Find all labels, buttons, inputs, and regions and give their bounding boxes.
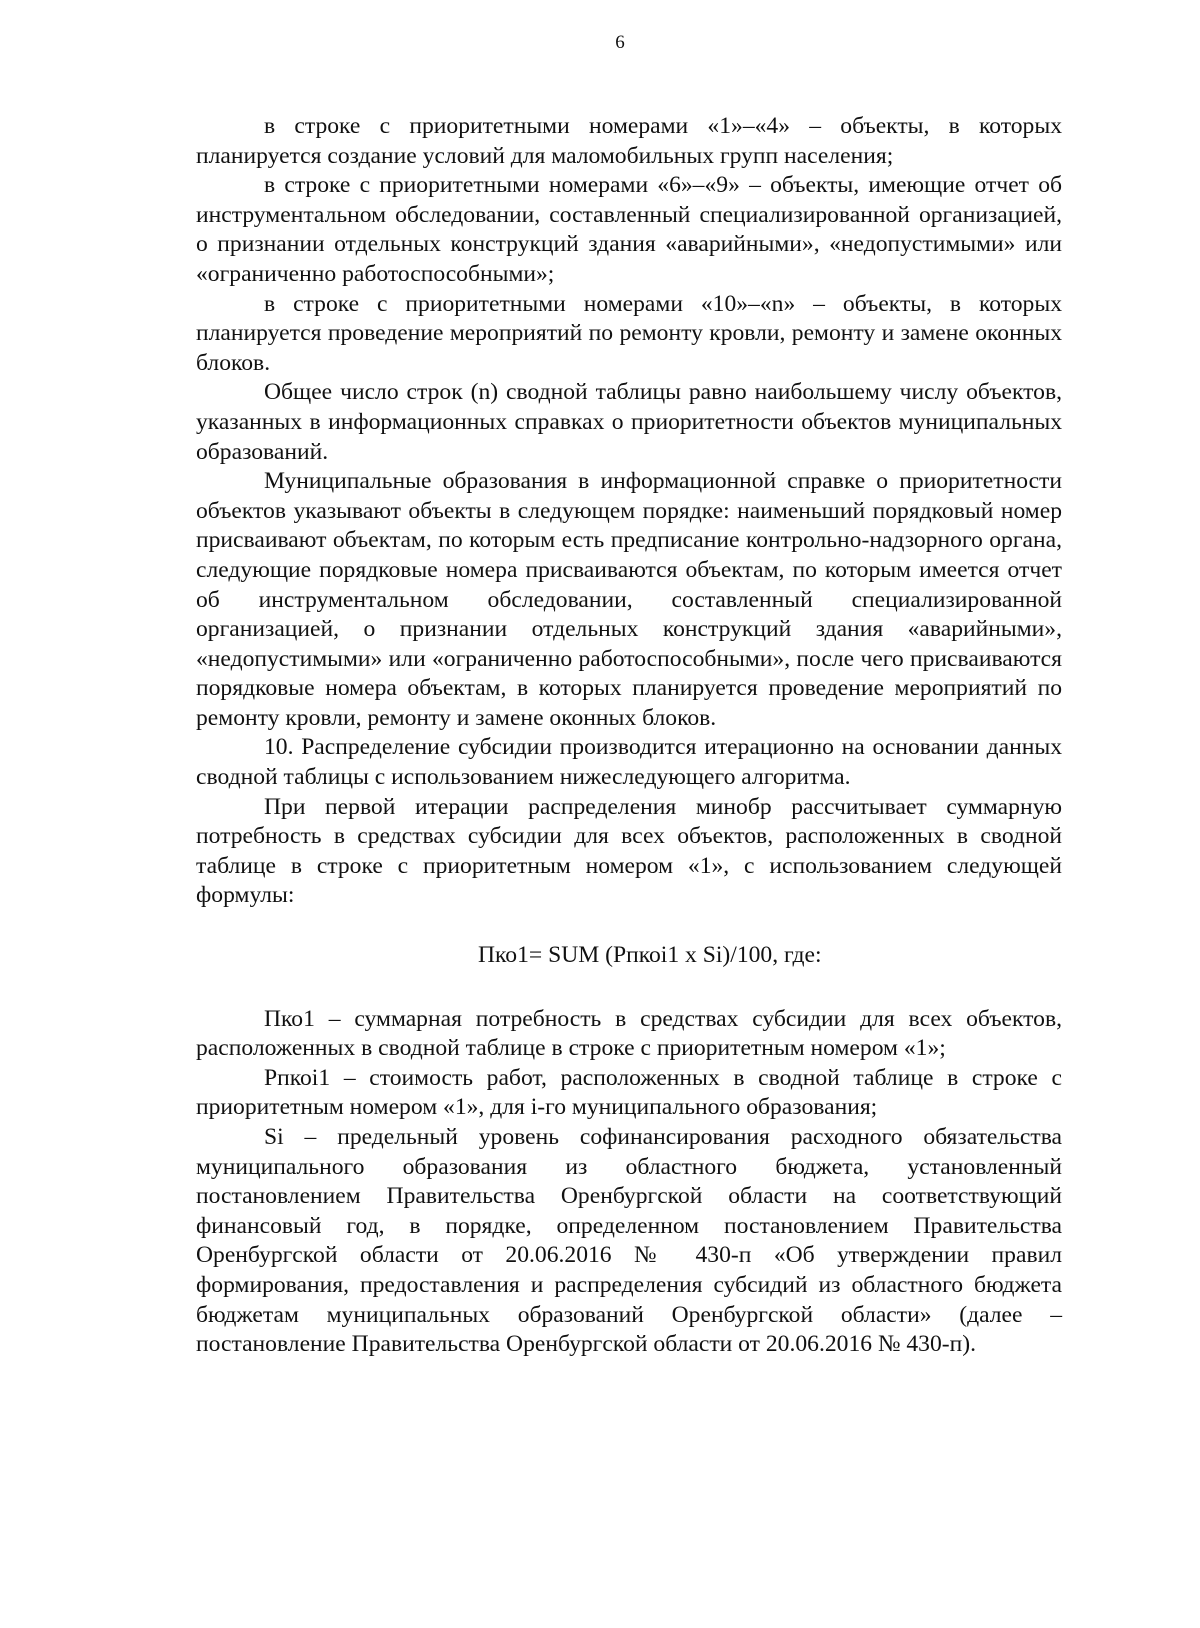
formula: Пко1= SUM (Рпкоі1 х Si)/100, где:: [478, 942, 822, 969]
page-number: 6: [615, 32, 625, 53]
paragraph-priority-1-4: в строке с приоритетными номерами «1»–«4» – объекты, в которых планируется создание условий для маломобильных групп населения;: [196, 113, 1062, 169]
paragraph-municipal-order: Муниципальные образования в информационной справке о приоритетности объектов указывают объекты в следующем порядке: наименьший порядковый номер присваивают объектам, по которым есть предписание контрольно-надзорного органа, следующие порядковые номера присваиваются объектам, по которым имеется отчет об инструментальном обследовании, составленный специализированной организацией, о признании отдельных конструкций здания «аварийными», «недопустимыми» или «ограниченно работоспособными», после чего присваиваются порядковые номера объектам, в которых планируется проведение мероприятий по ремонту кровли, ремонту и замене оконных блоков.: [196, 468, 1062, 731]
paragraph-first-iteration: При первой итерации распределения минобр рассчитывает суммарную потребность в средствах субсидии для всех объектов, расположенных в сводной таблице в строке с приоритетным номером «1», с использованием следующей формулы:: [196, 793, 1062, 909]
definition-rpkoi1: Рпкоі1 – стоимость работ, расположенных в сводной таблице в строке с приоритетным номером «1», для і-го муниципального образования;: [196, 1064, 1062, 1121]
document-body: [196, 112, 1062, 1360]
paragraph-priority-10-n: в строке с приоритетными номерами «10»–«n» – объекты, в которых планируется проведение мероприятий по ремонту кровли, ремонту и замене оконных блоков.: [196, 290, 1062, 376]
definition-si: Si – предельный уровень софинансирования расходного обязательства муниципального образования из областного бюджета, установленный постановлением Правительства Оренбургской области на соответствующий финансовый год, в порядке, определенном постановлением Правительства Оренбургской области от 20.06.2016 № 430-п «Об утверждении правил формирования, предоставления и распределения субсидий из областного бюджета бюджетам муниципальных образований Оренбургской области» (далее – постановление Правительства Оренбургской области от 20.06.2016 № 430-п).: [196, 1124, 1062, 1358]
paragraph-priority-6-9: в строке с приоритетными номерами «6»–«9» – объекты, имеющие отчет об инструментальном обследовании, составленный специализированной организацией, о признании отдельных конструкций здания «аварийными», «недопустимыми» или «ограниченно работоспособными»;: [196, 172, 1062, 287]
paragraph-row-count: Общее число строк (n) сводной таблицы равно наибольшему числу объектов, указанных в информационных справках о приоритетности объектов муниципальных образований.: [196, 379, 1062, 465]
definition-pko1: Пко1 – суммарная потребность в средствах субсидии для всех объектов, расположенных в сводной таблице в строке с приоритетным номером «1»;: [196, 1005, 1062, 1062]
paragraph-section-10: 10. Распределение субсидии производится итерационно на основании данных сводной таблицы с использованием нижеследующего алгоритма.: [196, 734, 1062, 791]
